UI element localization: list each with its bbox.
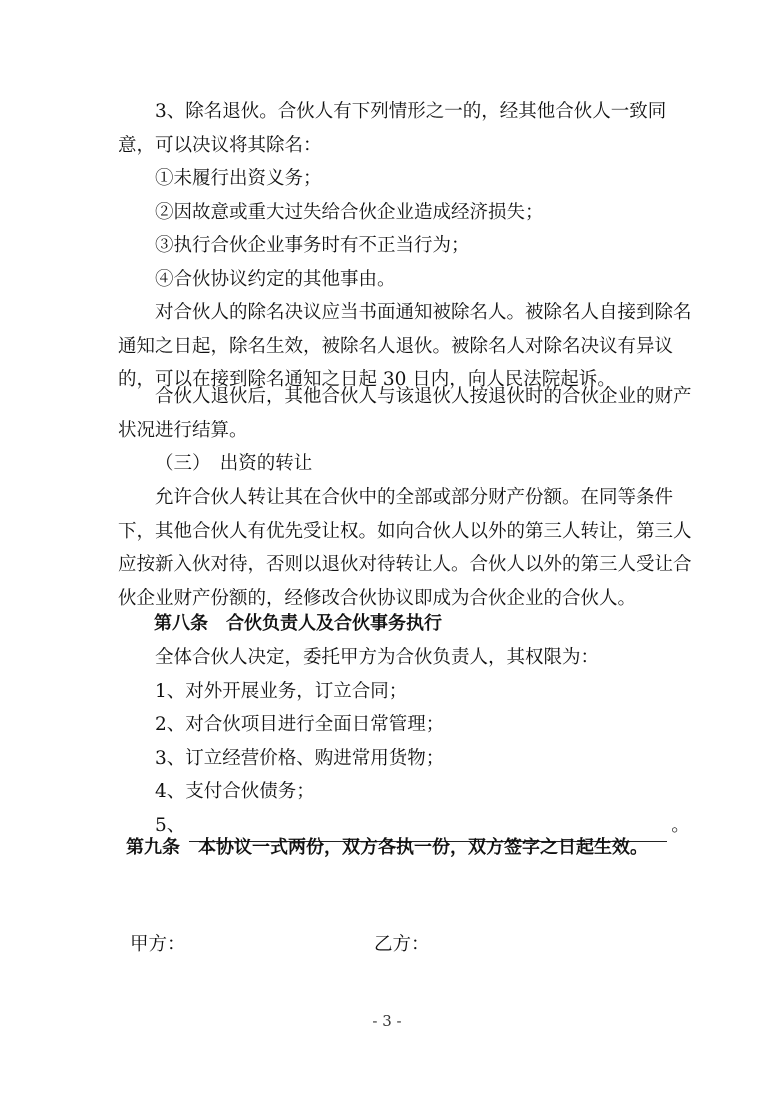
list-item: ④合伙协议约定的其他事由。 [155, 268, 396, 290]
paragraph-expulsion: 3、除名退伙。合伙人有下列情形之一的，经其他合伙人一致同意，可以决议将其除名： [118, 101, 667, 156]
paragraph-notification: 对合伙人的除名决议应当书面通知被除名人。被除名人自接到除名通知之日起，除名生效，被除名人退伙。被除名人对除名决议有异议的，可以在接到除名通知之日起 30 日内，向人民法院起诉。 [118, 302, 692, 390]
party-a-signature-label: 甲方： [130, 934, 186, 955]
list-item: ③执行合伙企业事务时有不正当行为； [155, 235, 470, 256]
paragraph-settlement: 合伙人退伙后，其他合伙人与该退伙人按退伙时的合伙企业的财产状况进行结算。 [118, 386, 692, 441]
paragraph-transfer: 允许合伙人转让其在合伙中的全部或部分财产份额。在同等条件下，其他合伙人有优先受让权。如向合伙人以外的第三人转让，第三人应按新入伙对待，否则以退伙对待转让人。合伙人以外的第三人受让合伙企业财产份额的，经修改合伙协议即成为合伙企业的合伙人。 [118, 487, 692, 609]
article-8-intro: 全体合伙人决定，委托甲方为合伙负责人，其权限为： [155, 647, 600, 668]
list-item: 1、对外开展业务，订立合同； [155, 680, 408, 702]
list-item: 4、支付合伙债务； [155, 781, 315, 802]
list-item: ①未履行出资义务； [155, 168, 322, 189]
item-5-prefix: 5、 [155, 814, 186, 836]
list-item: ②因故意或重大过失给合伙企业造成经济损失； [155, 201, 544, 223]
party-b-signature-label: 乙方： [374, 934, 430, 955]
page-number: - 3 - [372, 1012, 402, 1030]
article-9-text: 第九条 本协议一式两份，双方各执一份，双方签字之日起生效。 [126, 837, 648, 858]
section-heading-transfer: （三） 出资的转让 [155, 453, 313, 474]
list-item: 2、对合伙项目进行全面日常管理； [155, 714, 445, 735]
item-5-suffix: 。 [671, 814, 690, 836]
article-8-heading: 第八条 合伙负责人及合伙事务执行 [154, 613, 442, 634]
list-item: 3、订立经营价格、购进常用货物； [155, 747, 445, 769]
